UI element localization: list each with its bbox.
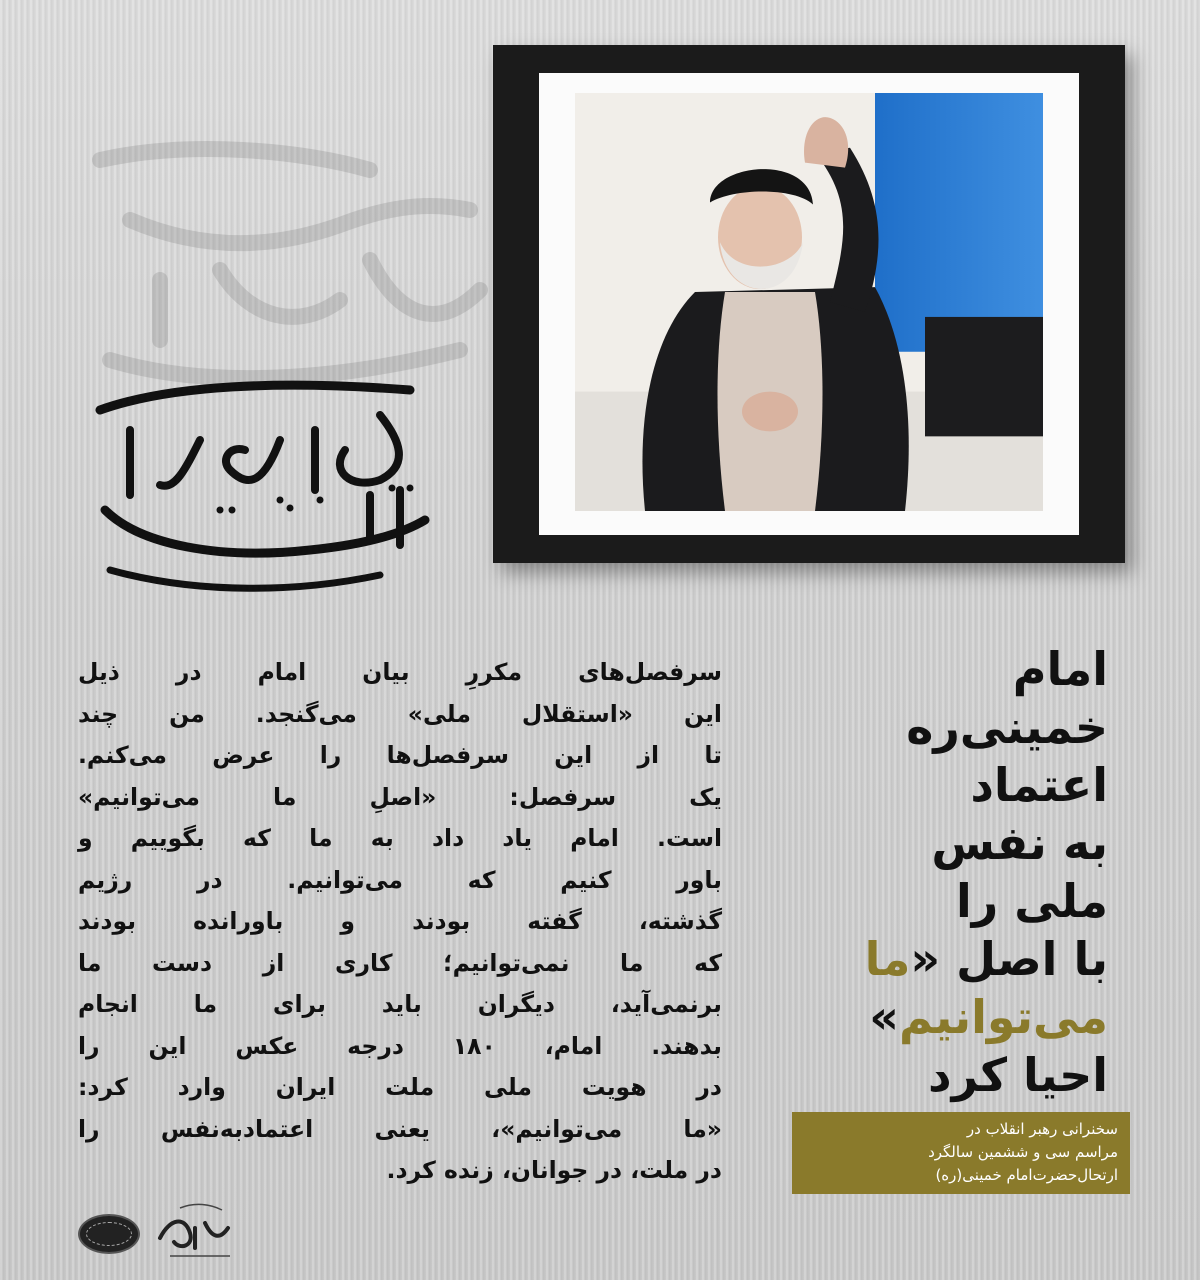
headline-line: خمینی‌ره xyxy=(906,700,1108,754)
caption-line: ارتحال‌حضرت‌امام خمینی(ره) xyxy=(935,1166,1118,1184)
body-line: «ما می‌توانیم»، یعنی اعتمادبه‌نفس را xyxy=(78,1114,722,1143)
headline-line xyxy=(808,930,1108,988)
seal-icon xyxy=(78,1214,140,1254)
body-line: بدهند. امام، ۱۸۰ درجه عکس این را xyxy=(78,1031,722,1060)
body-line: گذشته، گفته بودند و باورانده بودند xyxy=(78,907,722,935)
calligraphy-logo xyxy=(80,370,440,600)
body-line: تا از این سرفصل‌ها را عرض می‌کنم. xyxy=(78,741,722,769)
headline-line: به نفس xyxy=(931,816,1108,870)
body-line: در هویت ملی ملت ایران وارد کرد: xyxy=(78,1073,722,1101)
body-line: برنمی‌آید، دیگران باید برای ما انجام xyxy=(78,990,722,1018)
picture-mat xyxy=(539,73,1079,535)
headline-highlight: ما xyxy=(864,932,911,986)
body-line: که ما نمی‌توانیم؛ کاری از دست ما xyxy=(78,948,722,977)
caption-line: سخنرانی رهبر انقلاب در xyxy=(966,1120,1118,1138)
calligraphy-watermark xyxy=(40,20,500,420)
headline-line: اعتماد xyxy=(970,758,1108,812)
portrait-photo xyxy=(575,93,1043,511)
headline-highlight: می‌توانیم xyxy=(898,990,1108,1044)
body-line: سرفصل‌های مکررِ بیان امام در ذیل xyxy=(78,658,722,686)
body-line: در ملت، در جوانان، زنده کرد. xyxy=(386,1156,722,1184)
body-line: یک سرفصل: «اصلِ ما می‌توانیم» xyxy=(78,782,722,811)
khamenei-ir-logo xyxy=(150,1198,238,1262)
headline-text: با اصل « xyxy=(910,932,1108,986)
footer-logos xyxy=(78,1198,248,1262)
caption-line: مراسم سی و ششمین سالگرد xyxy=(928,1143,1118,1161)
headline-line: احیا کرد xyxy=(928,1048,1108,1102)
headline-line xyxy=(808,988,1108,1046)
quote-body xyxy=(78,652,722,1192)
body-line: است. امام یاد داد به ما که بگوییم و xyxy=(78,824,722,852)
headline-line: امام xyxy=(1012,642,1108,696)
headline-text: » xyxy=(869,990,899,1044)
headline xyxy=(808,640,1108,1104)
picture-frame xyxy=(493,45,1125,563)
body-line: باور کنیم که می‌توانیم. در رژیم xyxy=(78,865,722,894)
caption-box xyxy=(792,1112,1130,1194)
headline-line: ملی را xyxy=(955,874,1108,928)
body-line: این «استقلال ملی» می‌گنجد. من چند xyxy=(78,699,722,728)
